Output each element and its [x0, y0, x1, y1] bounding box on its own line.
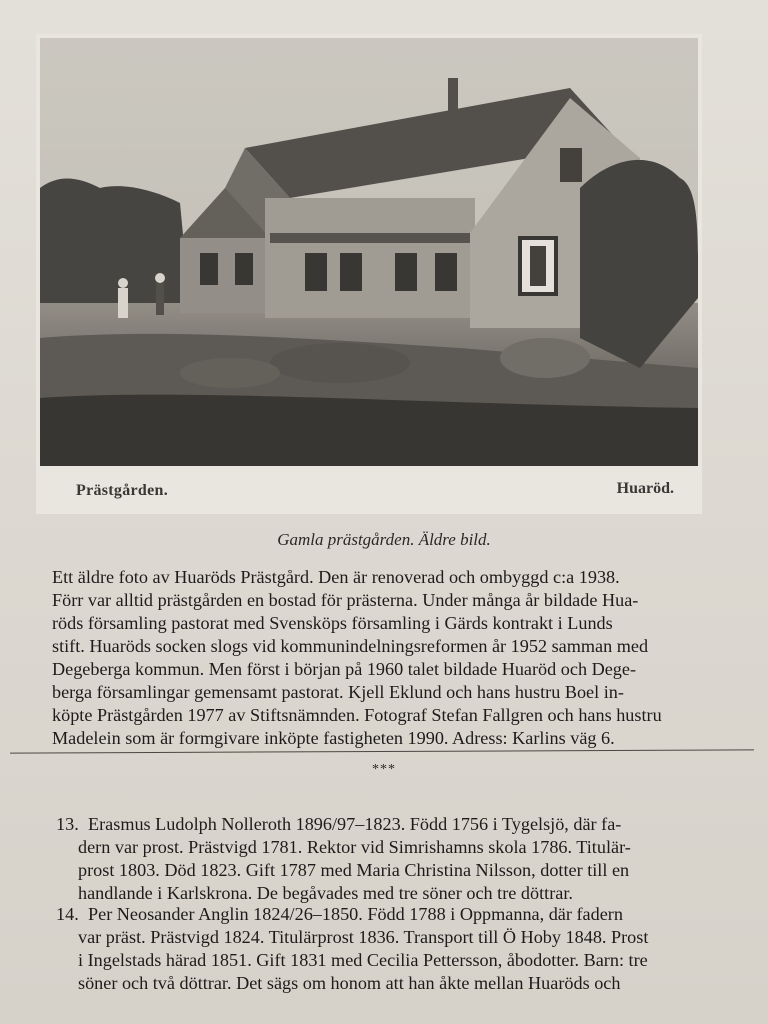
list-item: [56, 813, 716, 905]
old-photograph: [36, 34, 702, 514]
entry-line: prost 1803. Död 1823. Gift 1787 med Maria Christina Nilsson, dotter till en: [78, 860, 630, 880]
photo-caption: Gamla prästgården. Äldre bild.: [277, 530, 491, 549]
entry-line: dern var prost. Prästvigd 1781. Rektor vid Simrishamns skola 1786. Titulär-: [78, 837, 631, 857]
photo-label-prastgarden: Prästgården.: [76, 482, 169, 499]
entry-line: var präst. Prästvigd 1824. Titulärprost 1836. Transport till Ö Hoby 1848. Prost: [78, 927, 649, 947]
photo-label-huarod: Huaröd.: [616, 480, 674, 497]
paragraph-line: köpte Prästgården 1977 av Stiftsnämnden. Fotograf Stefan Fallgren och hans hustru: [52, 705, 662, 725]
paragraph-line: Madelein som är formgivare inköpte fastigheten 1990. Adress: Karlins väg 6.: [52, 728, 615, 748]
description-paragraph: [52, 566, 714, 750]
paragraph-line: röds församling pastorat med Svensköps församling i Gärds kontrakt i Lunds: [52, 613, 613, 633]
paragraph-line: Förr var alltid prästgården en bostad för prästerna. Under många år bildade Hua-: [52, 590, 639, 610]
section-divider: [10, 749, 754, 753]
photo-caption-bar: [36, 476, 702, 512]
paragraph-line: Ett äldre foto av Huaröds Prästgård. Den är renoverad och ombyggd c:a 1938.: [52, 567, 620, 587]
entry-number: 13.: [56, 814, 79, 834]
entry-line: söner och två döttrar. Det sägs om honom att han åkte mellan Huaröds och: [78, 973, 621, 993]
paragraph-line: stift. Huaröds socken slogs vid kommunindelningsreformen år 1952 samman med: [52, 636, 649, 656]
parsonage-photo-image: [40, 38, 698, 466]
list-item: [56, 903, 716, 995]
paragraph-line: Degeberga kommun. Men först i början på 1960 talet bildade Huaröd och Dege-: [52, 659, 637, 679]
entry-number: 14.: [56, 904, 79, 924]
entry-line: Per Neosander Anglin 1824/26–1850. Född 1788 i Oppmanna, där fadern: [88, 904, 623, 924]
separator-asterisks: ***: [372, 762, 396, 777]
entry-line: handlande i Karlskrona. De begåvades med tre söner och tre döttrar.: [78, 883, 573, 903]
paragraph-line: berga församlingar gemensamt pastorat. Kjell Eklund och hans hustru Boel in-: [52, 682, 624, 702]
entry-line: Erasmus Ludolph Nolleroth 1896/97–1823. Född 1756 i Tygelsjö, där fa-: [88, 814, 622, 834]
entry-line: i Ingelstads härad 1851. Gift 1831 med Cecilia Pettersson, åbodotter. Barn: tre: [78, 950, 648, 970]
